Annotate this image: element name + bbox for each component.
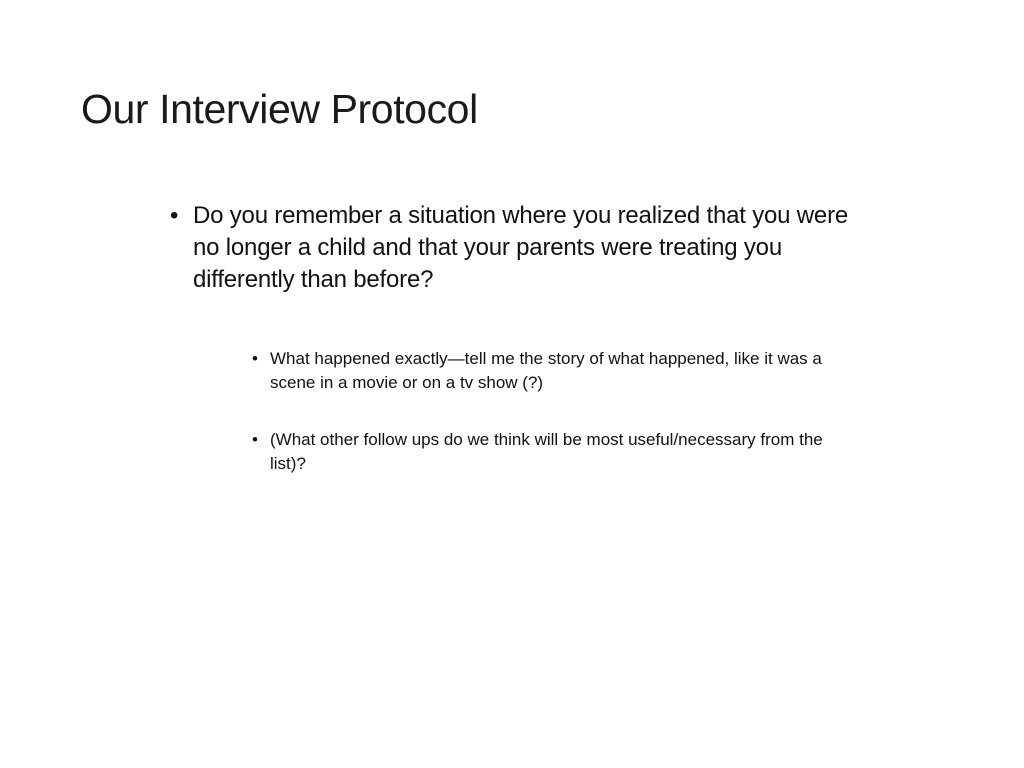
main-bullet-text: Do you remember a situation where you realized that you were no longer a child and that your parents were treating you differently than before? [193,202,849,293]
sub-bullet [252,347,860,395]
sub-bullet [252,428,860,476]
bullet-dot-icon: • [252,430,258,449]
main-bullet [170,200,860,296]
sub-bullet-text: (What other follow ups do we think will be most useful/necessary from the list)? [270,430,823,473]
sub-bullet-text: What happened exactly—tell me the story of what happened, like it was a scene in a movie or on a tv show (?) [270,349,822,392]
bullet-dot-icon: • [252,349,258,368]
slide-body [170,200,860,509]
slide-title: Our Interview Protocol [81,86,478,132]
sub-bullet-list [252,347,860,476]
bullet-dot-icon: • [170,202,179,229]
